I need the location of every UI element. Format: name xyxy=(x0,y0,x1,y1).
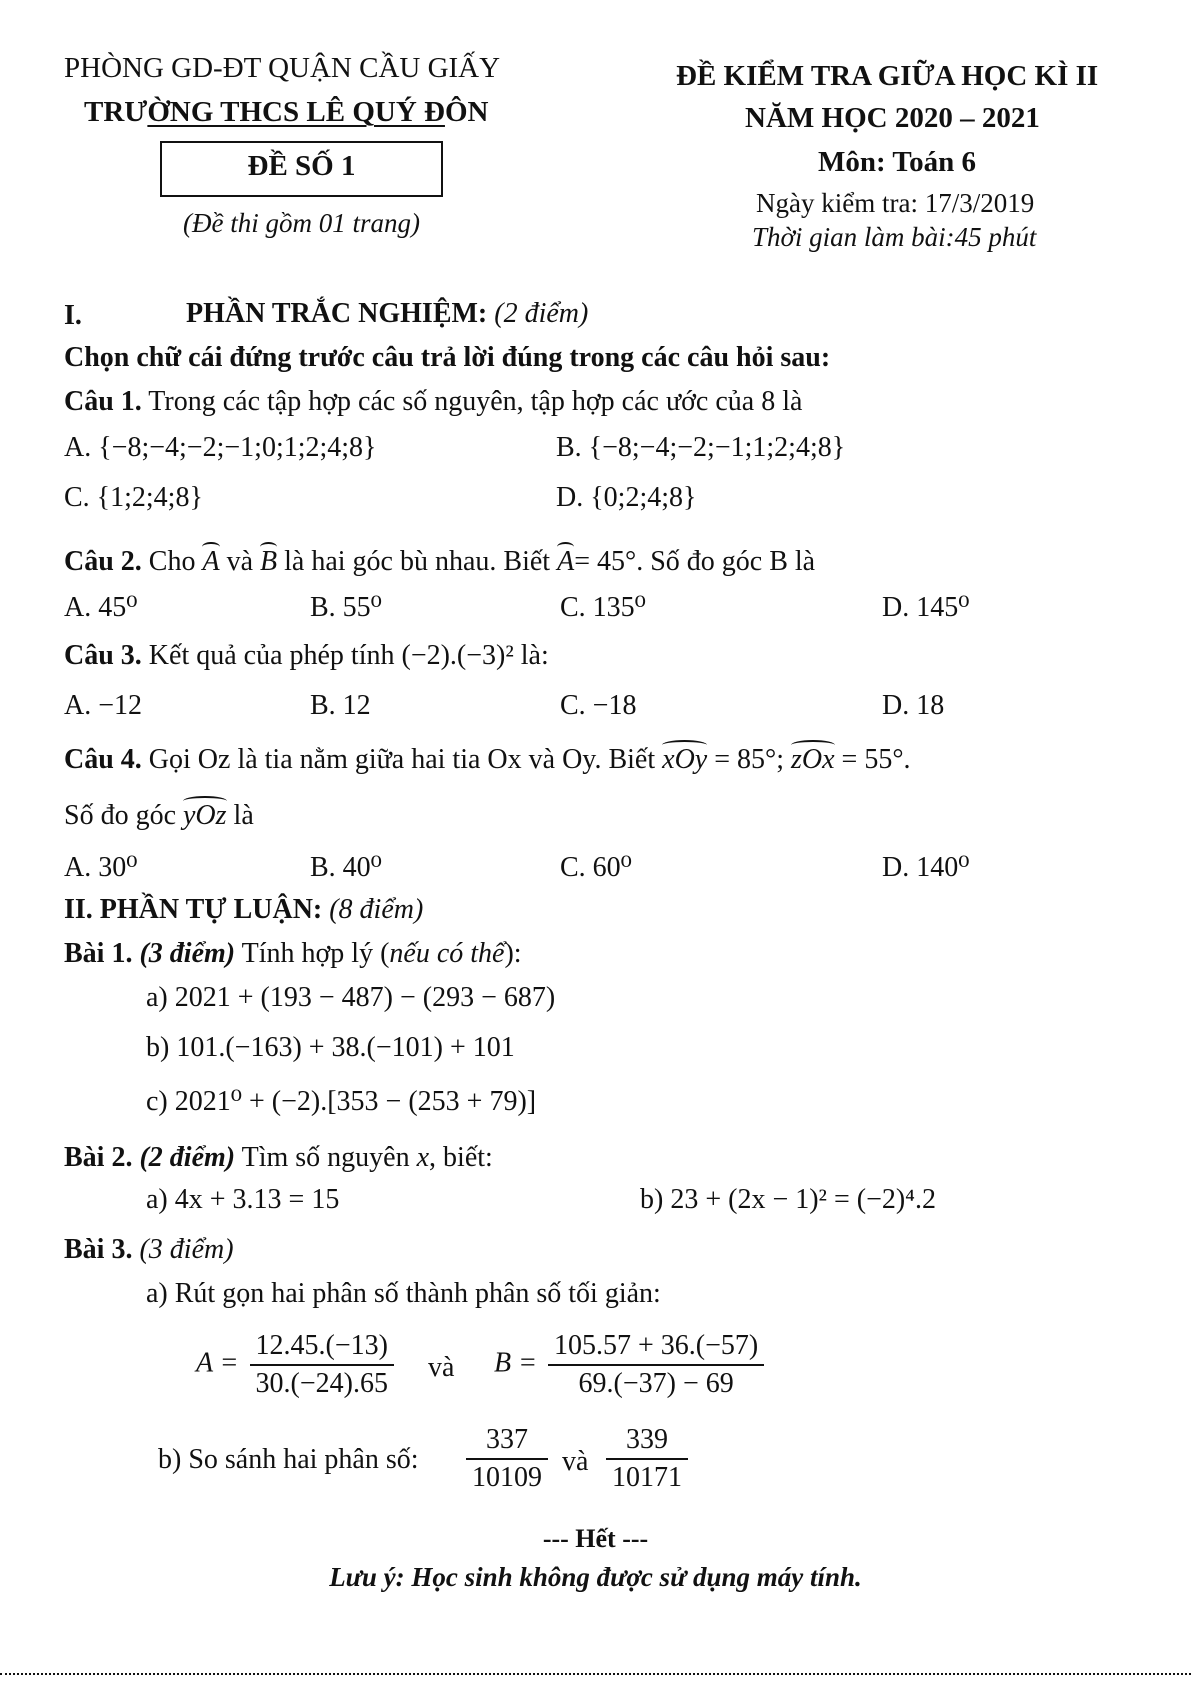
exercise-2a: a) 4x + 3.13 = 15 xyxy=(146,1184,340,1215)
school-year: NĂM HỌC 2020 – 2021 xyxy=(745,102,1040,134)
angle-yoz: yOz xyxy=(183,800,227,831)
q3-option-b: B. 12 xyxy=(310,690,371,721)
angle-zox: zOx xyxy=(791,744,835,775)
q2-option-d: D. 145⁰ xyxy=(882,592,970,623)
fraction-b: B = $\frac{105.57 + 36.(-57)}{69.(-37) - 69}$ xyxy=(494,1330,768,1400)
q2-option-b: B. 55⁰ xyxy=(310,592,382,623)
exam-title: ĐỀ KIỂM TRA GIỮA HỌC KÌ II xyxy=(676,60,1099,92)
question-4: Câu 4. Gọi Oz là tia nằm giữa hai tia Ox và Oy. Biết xOy = 85°; zOx = 55°. xyxy=(64,744,911,775)
exercise-1: Bài 1. (3 điểm) Tính hợp lý (nếu có thể): xyxy=(64,938,522,969)
end-mark: --- Hết --- xyxy=(542,1524,649,1553)
exercise-1b: b) 101.(−163) + 38.(−101) + 101 xyxy=(146,1032,515,1063)
school-name: TRƯỜNG THCS LÊ QUÝ ĐÔN xyxy=(84,96,489,128)
fraction-339: $\frac{339}{10171}$ xyxy=(602,1424,692,1494)
q3-option-c: C. −18 xyxy=(560,690,637,721)
question-1: Câu 1. Trong các tập hợp các số nguyên, tập hợp các ước của 8 là xyxy=(64,386,803,417)
exercise-2b: b) 23 + (2x − 1)² = (−2)⁴.2 xyxy=(640,1184,936,1215)
q2-option-c: C. 135⁰ xyxy=(560,592,646,623)
exercise-1a: a) 2021 + (193 − 487) − (293 − 687) xyxy=(146,982,556,1013)
pages-note: (Đề thi gồm 01 trang) xyxy=(183,208,420,238)
angle-xoy: xOy xyxy=(662,744,708,775)
part1-number: I. xyxy=(64,300,82,331)
angle-b: B xyxy=(260,546,278,577)
exam-duration: Thời gian làm bài:45 phút xyxy=(752,222,1037,252)
q3-option-a: A. −12 xyxy=(64,690,143,721)
q2-option-a: A. 45⁰ xyxy=(64,592,138,623)
fraction-a: A = $\frac{12.45.(-13)}{30.(-24).65}$ xyxy=(196,1330,398,1400)
exam-number: ĐỀ SỐ 1 xyxy=(247,150,356,182)
and-word: và xyxy=(428,1352,455,1383)
question-2: Câu 2. Cho A và B là hai góc bù nhau. Biết A= 45°. Số đo góc B là xyxy=(64,546,816,577)
q1-option-b: B. {−8;−4;−2;−1;1;2;4;8} xyxy=(556,432,846,463)
footer-note: Lưu ý: Học sinh không được sử dụng máy tính. xyxy=(329,1562,862,1592)
angle-a: A xyxy=(202,546,220,577)
q3-option-d: D. 18 xyxy=(882,690,945,721)
question-3: Câu 3. Kết quả của phép tính (−2).(−3)² là: xyxy=(64,640,549,671)
q4-option-c: C. 60⁰ xyxy=(560,852,632,883)
fraction-337: $\frac{337}{10109}$ xyxy=(462,1424,552,1494)
exercise-3b: b) So sánh hai phân số: xyxy=(158,1444,419,1475)
q4-option-d: D. 140⁰ xyxy=(882,852,970,883)
exercise-2: Bài 2. (2 điểm) Tìm số nguyên x, biết: xyxy=(64,1142,493,1173)
q1-option-d: D. {0;2;4;8} xyxy=(556,482,697,513)
q4-option-b: B. 40⁰ xyxy=(310,852,382,883)
part1-instruction: Chọn chữ cái đứng trước câu trả lời đúng trong các câu hỏi sau: xyxy=(64,342,831,373)
and-word-2: và xyxy=(562,1446,589,1477)
department-name: PHÒNG GD-ĐT QUẬN CẦU GIẤY xyxy=(64,52,501,84)
q1-option-a: A. {−8;−4;−2;−1;0;1;2;4;8} xyxy=(64,432,377,463)
part2-heading: II. PHẦN TỰ LUẬN: (8 điểm) xyxy=(64,894,424,925)
subject: Môn: Toán 6 xyxy=(818,146,976,178)
exercise-1c: c) 2021⁰ + (−2).[353 − (253 + 79)] xyxy=(146,1086,537,1117)
exercise-3: Bài 3. (3 điểm) xyxy=(64,1234,234,1265)
q1-option-c: C. {1;2;4;8} xyxy=(64,482,203,513)
q4-option-a: A. 30⁰ xyxy=(64,852,138,883)
exercise-3a: a) Rút gọn hai phân số thành phân số tối giản: xyxy=(146,1278,661,1309)
bottom-edge-line xyxy=(0,1673,1191,1677)
question-4-line2: Số đo góc yOz là xyxy=(64,800,254,831)
part1-heading: PHẦN TRẮC NGHIỆM: (2 điểm) xyxy=(186,298,589,329)
exam-date: Ngày kiểm tra: 17/3/2019 xyxy=(756,188,1035,218)
